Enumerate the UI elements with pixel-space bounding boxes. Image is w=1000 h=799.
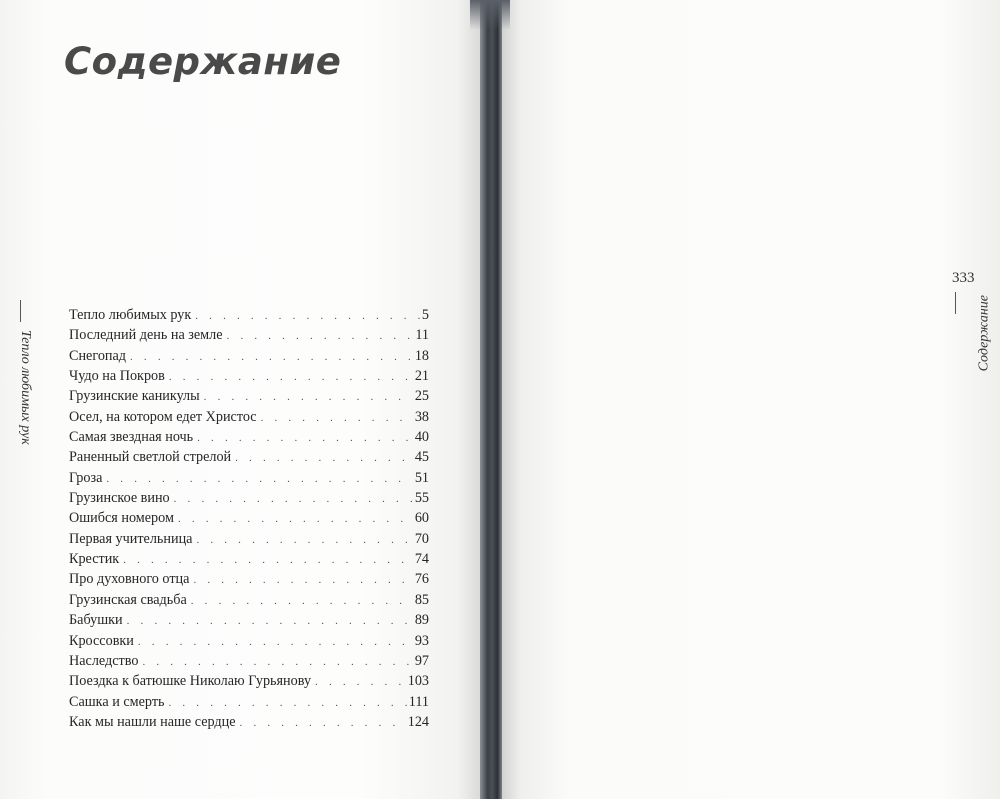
toc-leader-dots [195, 310, 420, 322]
toc-entry [69, 694, 429, 714]
toc-entry [69, 490, 429, 510]
toc-entry [69, 368, 429, 388]
toc-leader-dots [178, 513, 413, 525]
left-page [0, 0, 482, 799]
toc-entry-page: 40 [414, 429, 429, 446]
running-head-right: Содержание [976, 295, 991, 372]
toc-list-left [69, 307, 429, 734]
running-head-rule-right [955, 292, 956, 314]
toc-entry-page: 89 [414, 612, 429, 629]
toc-leader-dots [196, 534, 412, 546]
toc-entry-title: Грузинская свадьба [69, 591, 187, 608]
toc-entry-title: Как мы нашли наше сердце [69, 713, 236, 730]
running-head-rule-left [20, 300, 21, 322]
toc-entry [69, 551, 429, 571]
toc-entry-page: 76 [414, 571, 429, 588]
toc-entry-page: 70 [414, 530, 429, 547]
toc-entry-title: Кроссовки [69, 632, 134, 649]
toc-entry [69, 348, 429, 368]
toc-entry-title: Бабушки [69, 612, 123, 629]
toc-entry-title: Поездка к батюшке Николаю Гурьянову [69, 673, 312, 690]
toc-entry-page: 111 [408, 693, 429, 710]
toc-entry [69, 592, 429, 612]
toc-entry-title: Грузинские каникулы [69, 388, 200, 405]
toc-entry-page: 5 [421, 307, 429, 323]
toc-leader-dots [193, 574, 412, 586]
toc-entry-page: 103 [407, 673, 429, 690]
toc-entry [69, 633, 429, 653]
book-spine [480, 0, 502, 799]
toc-leader-dots [235, 452, 413, 464]
toc-entry [69, 531, 429, 551]
toc-entry-title: Гроза [69, 469, 103, 486]
toc-entry-title: Ошибся номером [69, 510, 174, 527]
toc-entry-page: 11 [415, 327, 429, 344]
running-head-left: Тепло любимых рук [18, 330, 33, 445]
toc-entry [69, 714, 429, 734]
toc-leader-dots [142, 656, 412, 668]
toc-entry-page: 97 [414, 652, 429, 669]
toc-entry-title: Самая звездная ночь [69, 429, 194, 446]
toc-leader-dots [197, 432, 413, 444]
toc-entry [69, 510, 429, 530]
toc-entry-page: 45 [414, 449, 429, 466]
toc-leader-dots [106, 473, 412, 485]
toc-entry-title: Тепло любимых рук [69, 307, 192, 323]
toc-leader-dots [191, 595, 413, 607]
page-number: 333 [952, 270, 975, 286]
toc-entry-page: 38 [414, 408, 429, 425]
toc-leader-dots [174, 493, 413, 505]
toc-entry-title: Наследство [69, 652, 139, 669]
toc-leader-dots [227, 330, 414, 342]
toc-entry-page: 55 [414, 490, 429, 507]
toc-entry-page: 25 [414, 388, 429, 405]
toc-entry [69, 327, 429, 347]
toc-entry-page: 93 [414, 632, 429, 649]
toc-leader-dots [130, 351, 413, 363]
toc-entry-title: Сашка и смерть [69, 693, 165, 710]
toc-entry-title: Раненный светлой стрелой [69, 449, 232, 466]
toc-entry [69, 409, 429, 429]
toc-entry [69, 388, 429, 408]
toc-leader-dots [240, 717, 406, 729]
toc-entry [69, 449, 429, 469]
toc-entry [69, 571, 429, 591]
toc-leader-dots [261, 412, 413, 424]
toc-entry-page: 74 [414, 551, 429, 568]
toc-entry-title: Последний день на земле [69, 327, 223, 344]
toc-entry [69, 612, 429, 632]
toc-leader-dots [315, 676, 406, 688]
toc-entry-title: Первая учительница [69, 530, 193, 547]
toc-entry-page: 21 [414, 368, 429, 385]
toc-entry [69, 470, 429, 490]
toc-leader-dots [169, 697, 407, 709]
toc-entry-title: Про духовного отца [69, 571, 190, 588]
spine-shadow [470, 0, 510, 30]
toc-leader-dots [138, 636, 413, 648]
toc-entry-title: Крестик [69, 551, 120, 568]
chapter-title: Содержание [64, 40, 342, 83]
toc-entry-title: Чудо на Покров [69, 368, 165, 385]
toc-entry-title: Грузинское вино [69, 490, 170, 507]
toc-leader-dots [204, 391, 413, 403]
toc-entry-page: 51 [414, 469, 429, 486]
right-page [500, 0, 1000, 799]
toc-entry [69, 307, 429, 327]
toc-leader-dots [123, 554, 413, 566]
toc-entry-title: Осел, на котором едет Христос [69, 408, 257, 425]
toc-entry-page: 85 [414, 591, 429, 608]
toc-entry [69, 429, 429, 449]
toc-entry-title: Снегопад [69, 347, 127, 364]
toc-leader-dots [127, 615, 413, 627]
toc-leader-dots [169, 371, 413, 383]
toc-entry [69, 673, 429, 693]
toc-entry-page: 60 [414, 510, 429, 527]
toc-entry-page: 18 [414, 347, 429, 364]
toc-entry [69, 653, 429, 673]
toc-entry-page: 124 [407, 713, 429, 730]
